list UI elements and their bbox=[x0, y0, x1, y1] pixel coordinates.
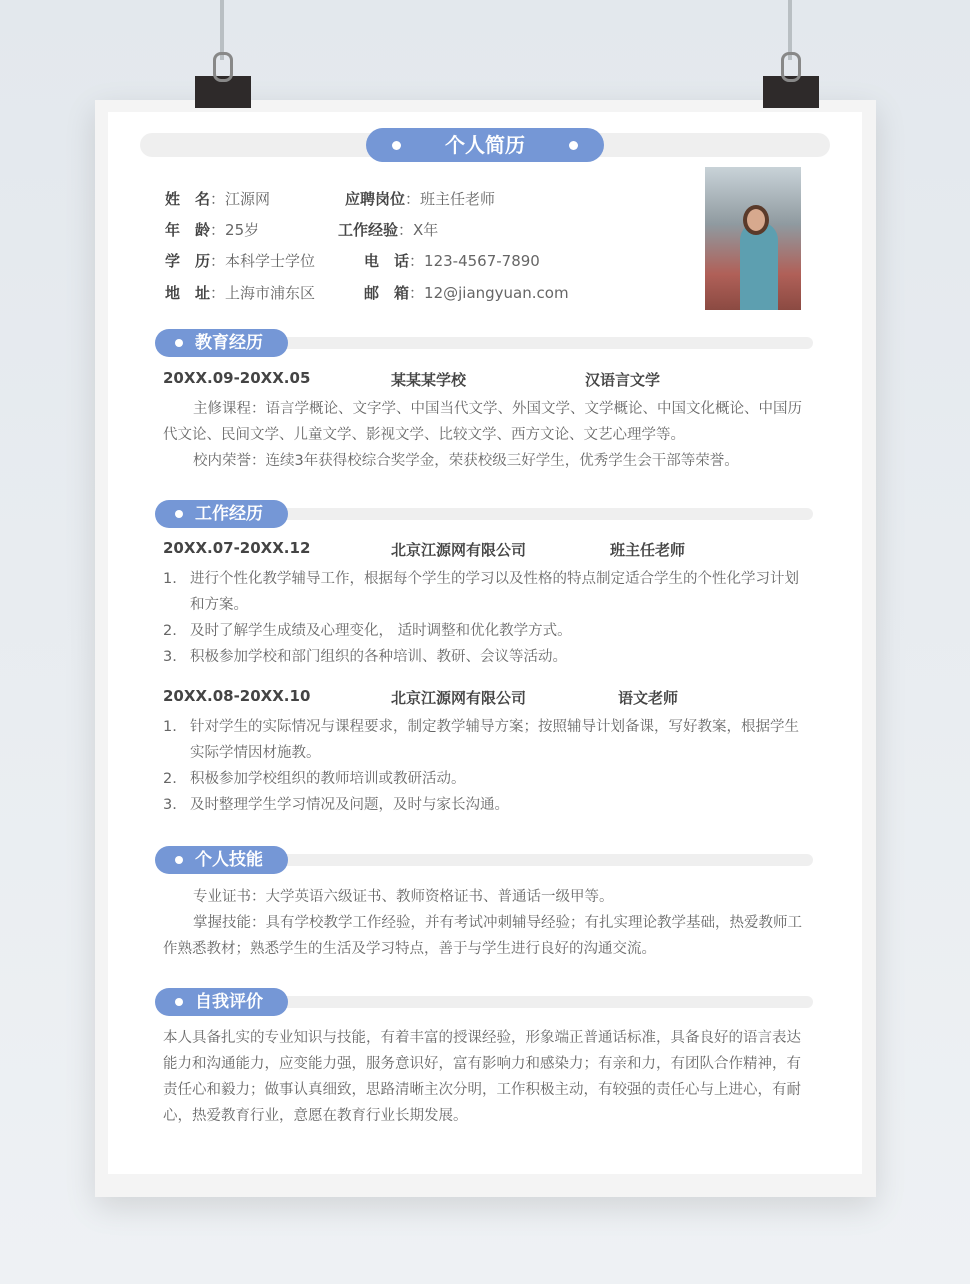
name-field: 姓 名：江源网 bbox=[165, 190, 271, 208]
education-courses: 主修课程：语言学概论、文字学、中国当代文学、外国文学、文学概论、中国文化概论、中国历代文论、民间文学、儿童文学、影视文学、比较文学、西方文论、文艺心理学等。 bbox=[163, 401, 802, 443]
self-evaluation: 本人具备扎实的专业知识与技能，有着丰富的授课经验，形象端正普通话标准，具备良好的语言表达能力和沟通能力，应变能力强，服务意识好，富有影响力和感染力；有亲和力，有团队合作精神，有责任心和毅力；做事认真细致，思路清晰主次分明，工作积极主动，有较强的责任心与上进心，有耐心，热爱教育行业，意愿在教育行业长期发展。 bbox=[163, 1030, 801, 1124]
education-major: 汉语言文学 bbox=[585, 371, 661, 389]
list-item: 1. 进行个性化教学辅导工作，根据每个学生的学习以及性格的特点制定适合学生的个性化学习计划和方案。 bbox=[163, 571, 799, 613]
title-text: 个人简历 bbox=[445, 133, 525, 157]
section-heading-education: 教育经历 bbox=[155, 329, 288, 357]
hanging-string bbox=[788, 0, 792, 60]
binder-clip-icon bbox=[195, 76, 251, 108]
experience-field: 工作经验：X年 bbox=[338, 221, 439, 239]
education-period: 20XX.09-20XX.05 bbox=[163, 369, 311, 387]
skills-cert: 专业证书：大学英语六级证书、教师资格证书、普通话一级甲等。 bbox=[193, 889, 614, 905]
section-heading-skills: 个人技能 bbox=[155, 846, 288, 874]
job-role: 语文老师 bbox=[618, 689, 679, 707]
resume-title bbox=[366, 128, 604, 162]
binder-clip-icon bbox=[763, 76, 819, 108]
education-school: 某某某学校 bbox=[391, 371, 467, 389]
email-field: 邮 箱：12@jiangyuan.com bbox=[364, 284, 569, 302]
job-period: 20XX.07-20XX.12 bbox=[163, 539, 311, 557]
hanging-string bbox=[220, 0, 224, 60]
skills-ability: 掌握技能：具有学校教学工作经验，并有考试冲刺辅导经验；有扎实理论教学基础，热爱教师工作熟悉教材；熟悉学生的生活及学习特点，善于与学生进行良好的沟通交流。 bbox=[163, 915, 802, 957]
list-item: 1. 针对学生的实际情况与课程要求，制定教学辅导方案；按照辅导计划备课，写好教案，根据学生实际学情因材施教。 bbox=[163, 719, 799, 761]
education-honors: 校内荣誉：连续3年获得校综合奖学金，荣获校级三好学生，优秀学生会干部等荣誉。 bbox=[193, 453, 739, 469]
list-item: 2. 积极参加学校组织的教师培训或教研活动。 bbox=[163, 771, 466, 787]
list-item: 3. 积极参加学校和部门组织的各种培训、教研、会议等活动。 bbox=[163, 649, 567, 665]
position-field: 应聘岗位：班主任老师 bbox=[345, 190, 496, 208]
job-duties bbox=[163, 714, 808, 818]
job-role: 班主任老师 bbox=[610, 541, 686, 559]
job-company: 北京江源网有限公司 bbox=[391, 541, 527, 559]
job-duties bbox=[163, 566, 808, 670]
list-item: 2. 及时了解学生成绩及心理变化， 适时调整和优化教学方式。 bbox=[163, 623, 572, 639]
education-field: 学 历：本科学士学位 bbox=[165, 252, 316, 270]
list-item: 3. 及时整理学生学习情况及问题，及时与家长沟通。 bbox=[163, 797, 509, 813]
section-heading-work: 工作经历 bbox=[155, 500, 288, 528]
section-heading-self: 自我评价 bbox=[155, 988, 288, 1016]
job-company: 北京江源网有限公司 bbox=[391, 689, 527, 707]
profile-photo bbox=[705, 167, 801, 310]
age-field: 年 龄：25岁 bbox=[165, 221, 260, 239]
job-period: 20XX.08-20XX.10 bbox=[163, 687, 311, 705]
phone-field: 电 话：123-4567-7890 bbox=[364, 252, 540, 270]
address-field: 地 址：上海市浦东区 bbox=[165, 284, 316, 302]
